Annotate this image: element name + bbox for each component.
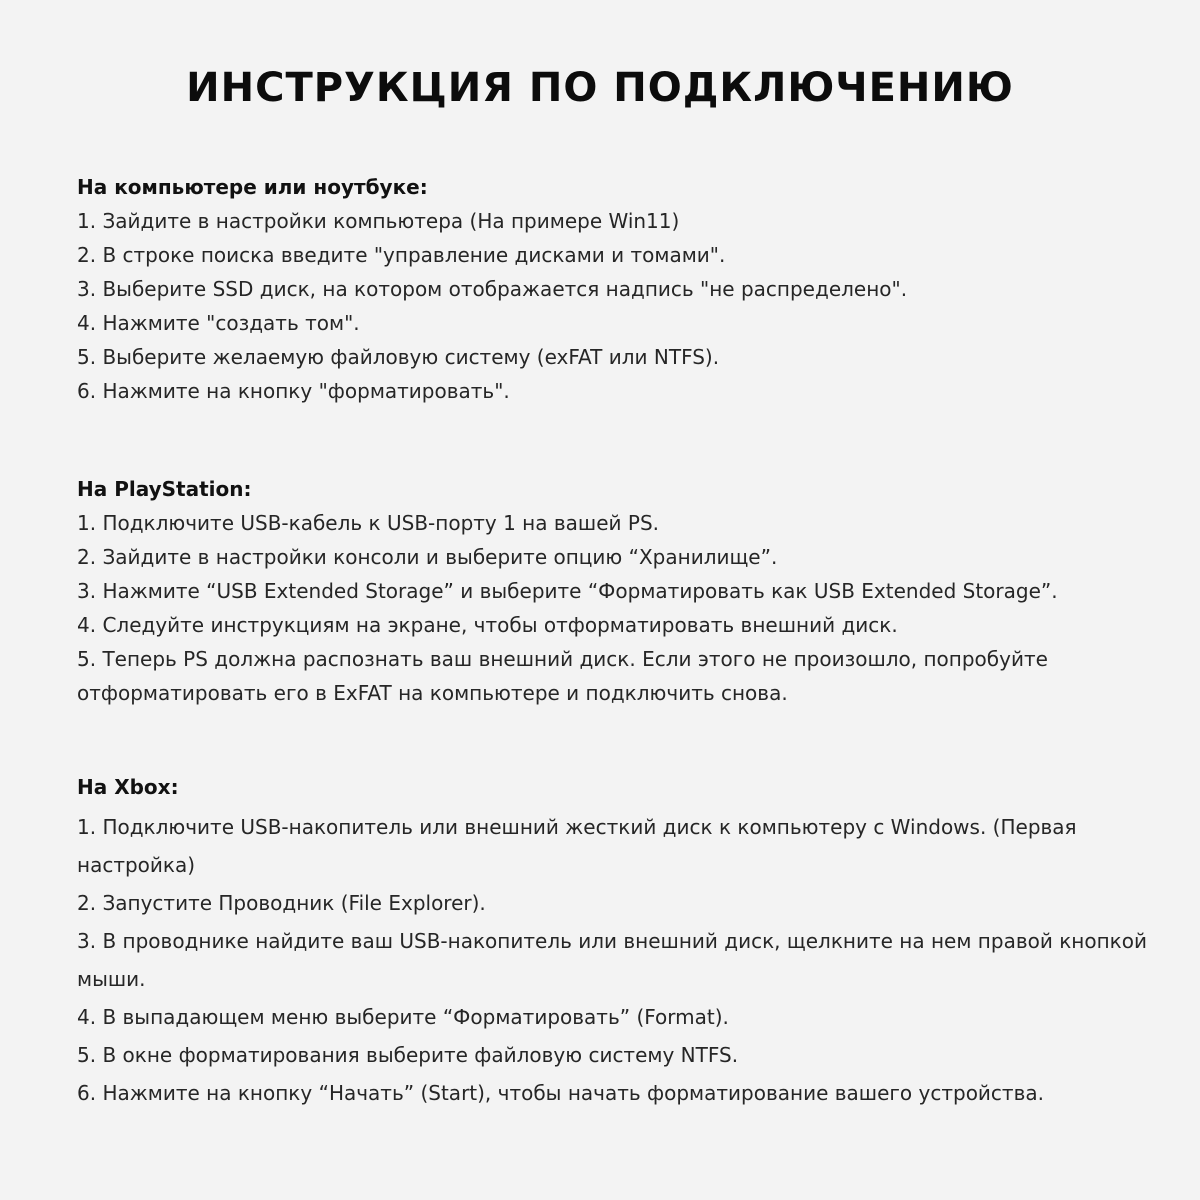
steps-list-playstation [77,506,1167,710]
section-playstation [77,472,1167,710]
step-item: 5. В окне форматирования выберите файловую систему NTFS. [77,1043,739,1067]
section-computer [77,170,1167,408]
step-item: 2. В строке поиска введите "управление дисками и томами". [77,243,726,267]
step-item: 1. Подключите USB-накопитель или внешний жесткий диск к компьютеру с Windows. (Первая настройка) [77,815,1077,877]
step-item: 5. Теперь PS должна распознать ваш внешний диск. Если этого не произошло, попробуйте отформатировать его в ExFAT на компьютере и подключить снова. [77,647,1048,705]
step-item: 2. Запустите Проводник (File Explorer). [77,891,486,915]
section-heading-playstation: На PlayStation: [77,477,252,501]
section-heading-computer: На компьютере или ноутбуке: [77,175,428,199]
step-item: 4. В выпадающем меню выберите “Форматировать” (Format). [77,1005,729,1029]
step-item: 1. Подключите USB-кабель к USB-порту 1 на вашей PS. [77,511,659,535]
section-heading-xbox: На Xbox: [77,775,179,799]
step-item: 2. Зайдите в настройки консоли и выберите опцию “Хранилище”. [77,545,778,569]
step-item: 1. Зайдите в настройки компьютера (На примере Win11) [77,209,680,233]
step-item: 5. Выберите желаемую файловую систему (exFAT или NTFS). [77,345,720,369]
steps-list-xbox [77,808,1167,1112]
page-title: ИНСТРУКЦИЯ ПО ПОДКЛЮЧЕНИЮ [186,65,1014,111]
step-item: 3. Нажмите “USB Extended Storage” и выберите “Форматировать как USB Extended Storage”. [77,579,1058,603]
step-item: 6. Нажмите на кнопку “Начать” (Start), чтобы начать форматирование вашего устройства. [77,1081,1044,1105]
step-item: 3. В проводнике найдите ваш USB-накопитель или внешний диск, щелкните на нем правой кнопкой мыши. [77,929,1147,991]
step-item: 3. Выберите SSD диск, на котором отображается надпись "не распределено". [77,277,908,301]
section-xbox [77,770,1167,1112]
step-item: 4. Нажмите "создать том". [77,311,360,335]
step-item: 6. Нажмите на кнопку "форматировать". [77,379,510,403]
steps-list-computer [77,204,1167,408]
step-item: 4. Следуйте инструкциям на экране, чтобы отформатировать внешний диск. [77,613,898,637]
